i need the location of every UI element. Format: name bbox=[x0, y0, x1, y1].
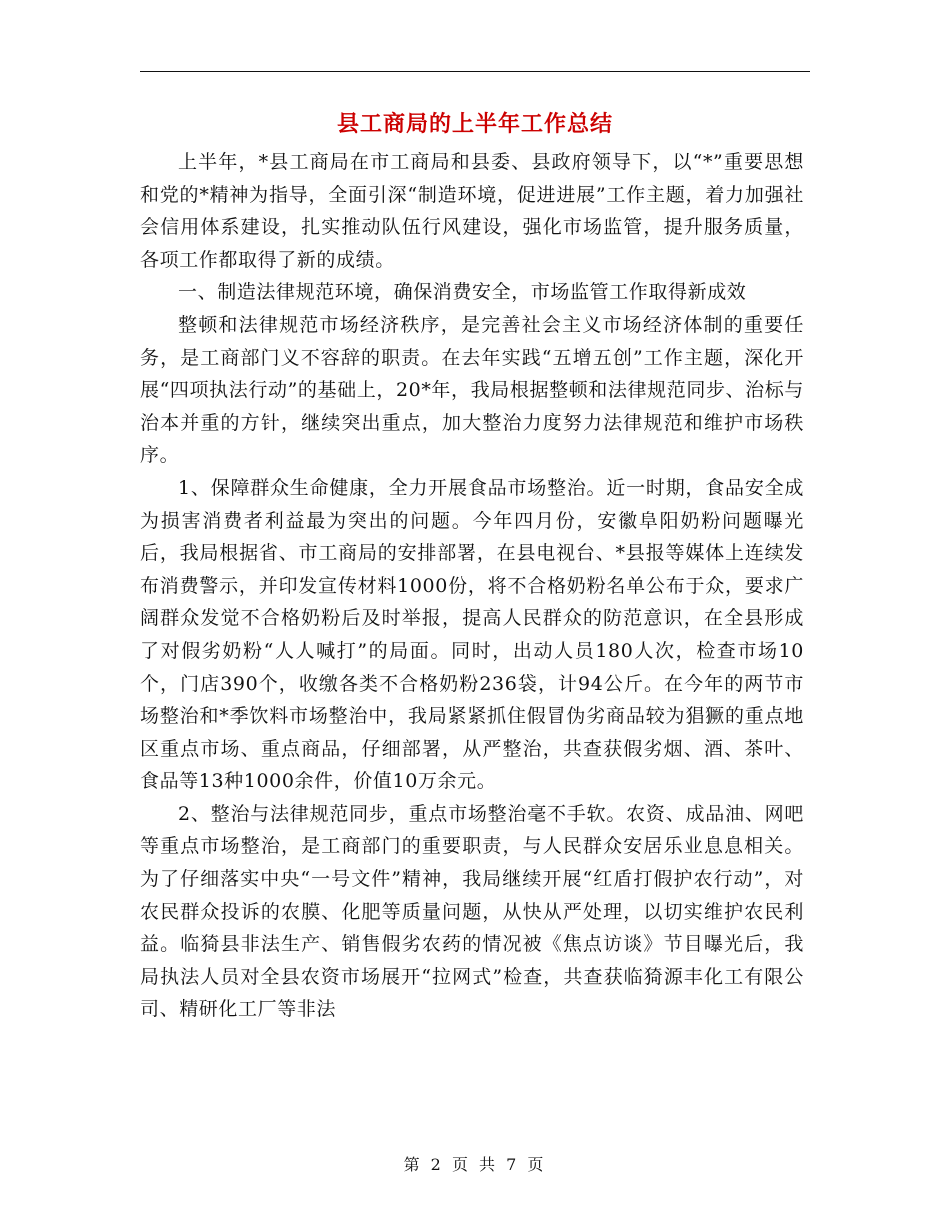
paragraph-key-markets: 2、整治与法律规范同步，重点市场整治毫不手软。农资、成品油、网吧等重点市场整治，是工商部门的重要职责，与人民群众安居乐业息息相关。为了仔细落实中央“一号文件”精神，我局继续开展“红盾打假护农行动”，对农民群众投诉的农膜、化肥等质量问题，从快从严处理，以切实维护农民利益。临猗县非法生产、销售假劣农药的情况被《焦点访谈》节目曝光后，我局执法人员对全县农资市场展开“拉网式”检查，共查获临猗源丰化工有限公司、精研化工厂等非法 bbox=[140, 802, 804, 1021]
page-number: 第 2 页 共 7 页 bbox=[403, 1155, 547, 1174]
paragraph-market-order: 整顿和法律规范市场经济秩序，是完善社会主义市场经济体制的重要任务，是工商部门义不容辞的职责。在去年实践“五增五创”工作主题，深化开展“四项执法行动”的基础上，20*年，我局根据整顿和法律规范同步、治标与治本并重的方针，继续突出重点，加大整治力度努力法律规范和维护市场秩序。 bbox=[140, 313, 804, 467]
document-body bbox=[140, 146, 804, 1026]
section-heading-1: 一、制造法律规范环境，确保消费安全，市场监管工作取得新成效 bbox=[178, 281, 747, 304]
paragraph-food-safety: 1、保障群众生命健康，全力开展食品市场整治。近一时期，食品安全成为损害消费者利益最为突出的问题。今年四月份，安徽阜阳奶粉问题曝光后，我局根据省、市工商局的安排部署，在县电视台、*县报等媒体上连续发布消费警示，并印发宣传材料1000份，将不合格奶粉名单公布于众，要求广阔群众发觉不合格奶粉后及时举报，提高人民群众的防范意识，在全县形成了对假劣奶粉“人人喊打”的局面。同时，出动人员180人次，检查市场10个，门店390个，收缴各类不合格奶粉236袋，计94公斤。在今年的两节市场整治和*季饮料市场整治中，我局紧紧抓住假冒伪劣商品较为猖獗的重点地区重点市场、重点商品，仔细部署，从严整治，共查获假劣烟、酒、茶叶、食品等13种1000余件，价值10万余元。 bbox=[140, 476, 804, 793]
header-rule bbox=[140, 71, 810, 72]
page-title: 县工商局的上半年工作总结 bbox=[336, 112, 613, 137]
paragraph-intro: 上半年，*县工商局在市工商局和县委、县政府领导下，以“*”重要思想和党的*精神为指导，全面引深“制造环境，促进进展”工作主题，着力加强社会信用体系建设，扎实推动队伍行风建设，强化市场监管，提升服务质量，各项工作都取得了新的成绩。 bbox=[140, 151, 804, 271]
